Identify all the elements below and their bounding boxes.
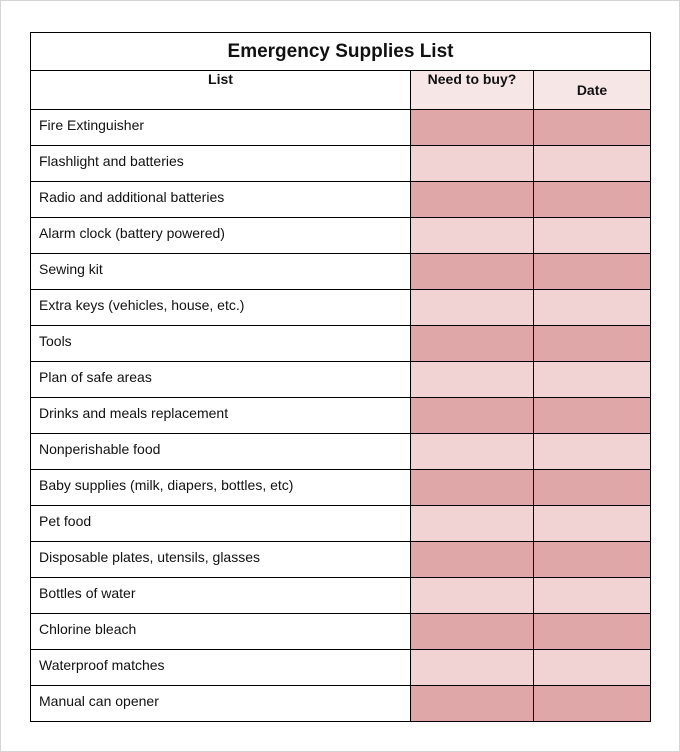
date-cell[interactable] bbox=[534, 686, 651, 722]
date-cell[interactable] bbox=[534, 182, 651, 218]
date-cell[interactable] bbox=[534, 362, 651, 398]
table-row bbox=[31, 398, 651, 434]
need-to-buy-cell[interactable] bbox=[411, 362, 534, 398]
table-row bbox=[31, 182, 651, 218]
item-name: Nonperishable food bbox=[31, 434, 411, 470]
item-name: Chlorine bleach bbox=[31, 614, 411, 650]
item-name: Plan of safe areas bbox=[31, 362, 411, 398]
table-row bbox=[31, 650, 651, 686]
table-row bbox=[31, 686, 651, 722]
date-cell[interactable] bbox=[534, 110, 651, 146]
date-cell[interactable] bbox=[534, 506, 651, 542]
header-row bbox=[31, 71, 651, 110]
table-row bbox=[31, 506, 651, 542]
item-name: Bottles of water bbox=[31, 578, 411, 614]
item-name: Radio and additional batteries bbox=[31, 182, 411, 218]
need-to-buy-cell[interactable] bbox=[411, 110, 534, 146]
table-row bbox=[31, 326, 651, 362]
need-to-buy-cell[interactable] bbox=[411, 218, 534, 254]
need-to-buy-cell[interactable] bbox=[411, 578, 534, 614]
item-name: Tools bbox=[31, 326, 411, 362]
need-to-buy-cell[interactable] bbox=[411, 182, 534, 218]
need-to-buy-cell[interactable] bbox=[411, 326, 534, 362]
date-cell[interactable] bbox=[534, 614, 651, 650]
column-header-list: List bbox=[31, 71, 411, 110]
item-name: Flashlight and batteries bbox=[31, 146, 411, 182]
need-to-buy-cell[interactable] bbox=[411, 290, 534, 326]
need-to-buy-cell[interactable] bbox=[411, 470, 534, 506]
table-row bbox=[31, 578, 651, 614]
item-rows bbox=[31, 110, 651, 722]
table-row bbox=[31, 146, 651, 182]
need-to-buy-cell[interactable] bbox=[411, 146, 534, 182]
table-row bbox=[31, 218, 651, 254]
date-cell[interactable] bbox=[534, 146, 651, 182]
item-name: Alarm clock (battery powered) bbox=[31, 218, 411, 254]
date-cell[interactable] bbox=[534, 434, 651, 470]
table-row bbox=[31, 470, 651, 506]
need-to-buy-cell[interactable] bbox=[411, 506, 534, 542]
date-cell[interactable] bbox=[534, 542, 651, 578]
title-row bbox=[31, 33, 651, 71]
item-name: Waterproof matches bbox=[31, 650, 411, 686]
need-to-buy-cell[interactable] bbox=[411, 542, 534, 578]
table-row bbox=[31, 614, 651, 650]
table-row bbox=[31, 254, 651, 290]
item-name: Extra keys (vehicles, house, etc.) bbox=[31, 290, 411, 326]
date-cell[interactable] bbox=[534, 254, 651, 290]
table-row bbox=[31, 434, 651, 470]
need-to-buy-cell[interactable] bbox=[411, 434, 534, 470]
need-to-buy-cell[interactable] bbox=[411, 686, 534, 722]
date-cell[interactable] bbox=[534, 578, 651, 614]
date-cell[interactable] bbox=[534, 218, 651, 254]
item-name: Disposable plates, utensils, glasses bbox=[31, 542, 411, 578]
need-to-buy-cell[interactable] bbox=[411, 254, 534, 290]
item-name: Drinks and meals replacement bbox=[31, 398, 411, 434]
date-cell[interactable] bbox=[534, 326, 651, 362]
item-name: Baby supplies (milk, diapers, bottles, etc) bbox=[31, 470, 411, 506]
need-to-buy-cell[interactable] bbox=[411, 614, 534, 650]
date-cell[interactable] bbox=[534, 398, 651, 434]
column-header-date: Date bbox=[534, 71, 651, 110]
item-name: Pet food bbox=[31, 506, 411, 542]
date-cell[interactable] bbox=[534, 290, 651, 326]
need-to-buy-cell[interactable] bbox=[411, 650, 534, 686]
table-row bbox=[31, 110, 651, 146]
table-title: Emergency Supplies List bbox=[31, 33, 651, 71]
table-row bbox=[31, 290, 651, 326]
need-to-buy-cell[interactable] bbox=[411, 398, 534, 434]
supplies-table bbox=[30, 32, 651, 722]
date-cell[interactable] bbox=[534, 650, 651, 686]
item-name: Manual can opener bbox=[31, 686, 411, 722]
item-name: Fire Extinguisher bbox=[31, 110, 411, 146]
column-header-need-to-buy: Need to buy? bbox=[411, 71, 534, 110]
date-cell[interactable] bbox=[534, 470, 651, 506]
table-row bbox=[31, 542, 651, 578]
table-row bbox=[31, 362, 651, 398]
item-name: Sewing kit bbox=[31, 254, 411, 290]
